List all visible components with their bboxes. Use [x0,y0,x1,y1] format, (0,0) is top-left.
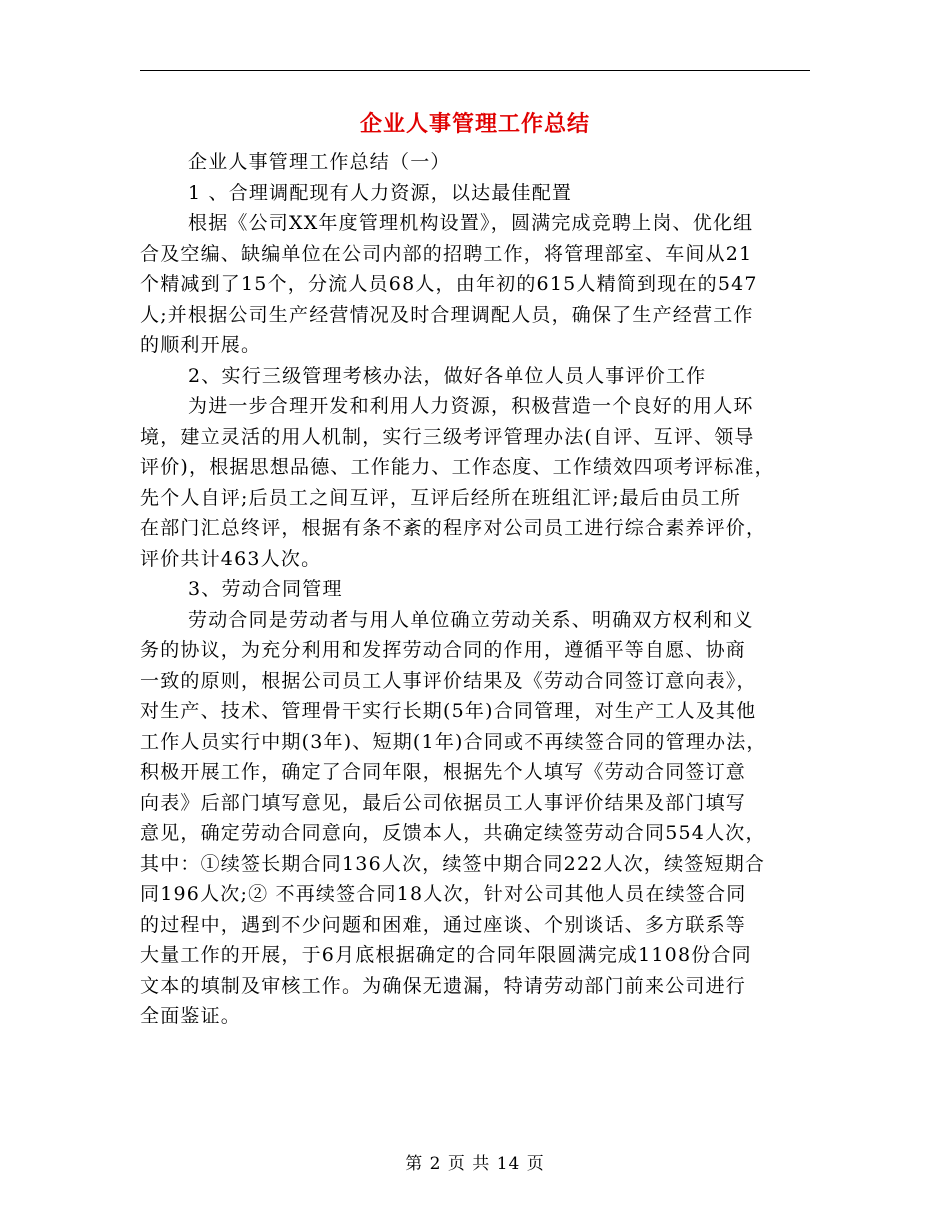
paragraph-line: 根据《公司XX年度管理机构设置》，圆满完成竞聘上岗、优化组 [188,212,754,234]
paragraph-line: 一致的原则，根据公司员工人事评价结果及《劳动合同签订意向表》， [140,669,757,692]
paragraph-line: 同196人次;② 不再续签合同18人次，针对公司其他人员在续签合同 [140,883,747,905]
document-title: 企业人事管理工作总结 [359,111,590,137]
header-rule [140,70,810,71]
paragraph-line: 文本的填制及审核工作。为确保无遗漏，特请劳动部门前来公司进行 [140,974,747,997]
paragraph-line: 积极开展工作，确定了合同年限，根据先个人填写《劳动合同签订意 [140,761,747,783]
paragraph-line: 劳动合同是劳动者与用人单位确立劳动关系、明确双方权利和义 [188,608,754,631]
paragraph-line: 评价)，根据思想品德、工作能力、工作态度、工作绩效四项考评标准， [140,456,775,478]
paragraph-line: 对生产、技术、管理骨干实行长期(5年)合同管理，对生产工人及其他 [140,700,757,722]
document-body [140,147,812,1032]
subheading: 3、劳动合同管理 [188,578,343,600]
paragraph-line: 大量工作的开展，于6月底根据确定的合同年限圆满完成1108份合同 [140,944,752,966]
page-number: 第 2 页 共 14 页 [405,1154,545,1174]
paragraph-line: 工作人员实行中期(3年)、短期(1年)合同或不再续签合同的管理办法， [140,730,767,753]
paragraph-line: 其中：①续签长期合同136人次，续签中期合同222人次，续签短期合 [140,852,766,875]
paragraph-line: 意见，确定劳动合同意向，反馈本人，共确定续签劳动合同554人次， [140,822,766,844]
paragraph-line: 评价共计463人次。 [140,547,322,570]
paragraph-line: 向表》后部门填写意见，最后公司依据员工人事评价结果及部门填写 [140,791,747,814]
section-heading: 企业人事管理工作总结（一） [188,151,451,173]
paragraph-line: 务的协议，为充分利用和发挥劳动合同的作用，遵循平等自愿、协商 [140,639,747,661]
paragraph-line: 境，建立灵活的用人机制，实行三级考评管理办法(自评、互评、领导 [140,425,755,448]
paragraph-line: 个精减到了15个，分流人员68人，由年初的615人精简到现在的547 [140,273,758,295]
subheading: 2、实行三级管理考核办法，做好各单位人员人事评价工作 [188,364,707,387]
paragraph-line: 在部门汇总终评，根据有条不紊的程序对公司员工进行综合素养评价， [140,517,767,539]
paragraph-line: 的顺利开展。 [140,334,262,356]
paragraph-line: 全面鉴证。 [140,1005,242,1027]
paragraph-line: 的过程中，遇到不少问题和困难，通过座谈、个别谈话、多方联系等 [140,913,747,936]
paragraph-line: 先个人自评;后员工之间互评，互评后经所在班组汇评;最后由员工所 [140,486,742,509]
paragraph-line: 人;并根据公司生产经营情况及时合理调配人员，确保了生产经营工作 [140,303,754,326]
subheading: 1 、合理调配现有人力资源，以达最佳配置 [188,181,573,204]
paragraph-line: 为进一步合理开发和利用人力资源，积极营造一个良好的用人环 [188,395,754,417]
paragraph-line: 合及空编、缺编单位在公司内部的招聘工作，将管理部室、车间从21 [140,242,753,265]
